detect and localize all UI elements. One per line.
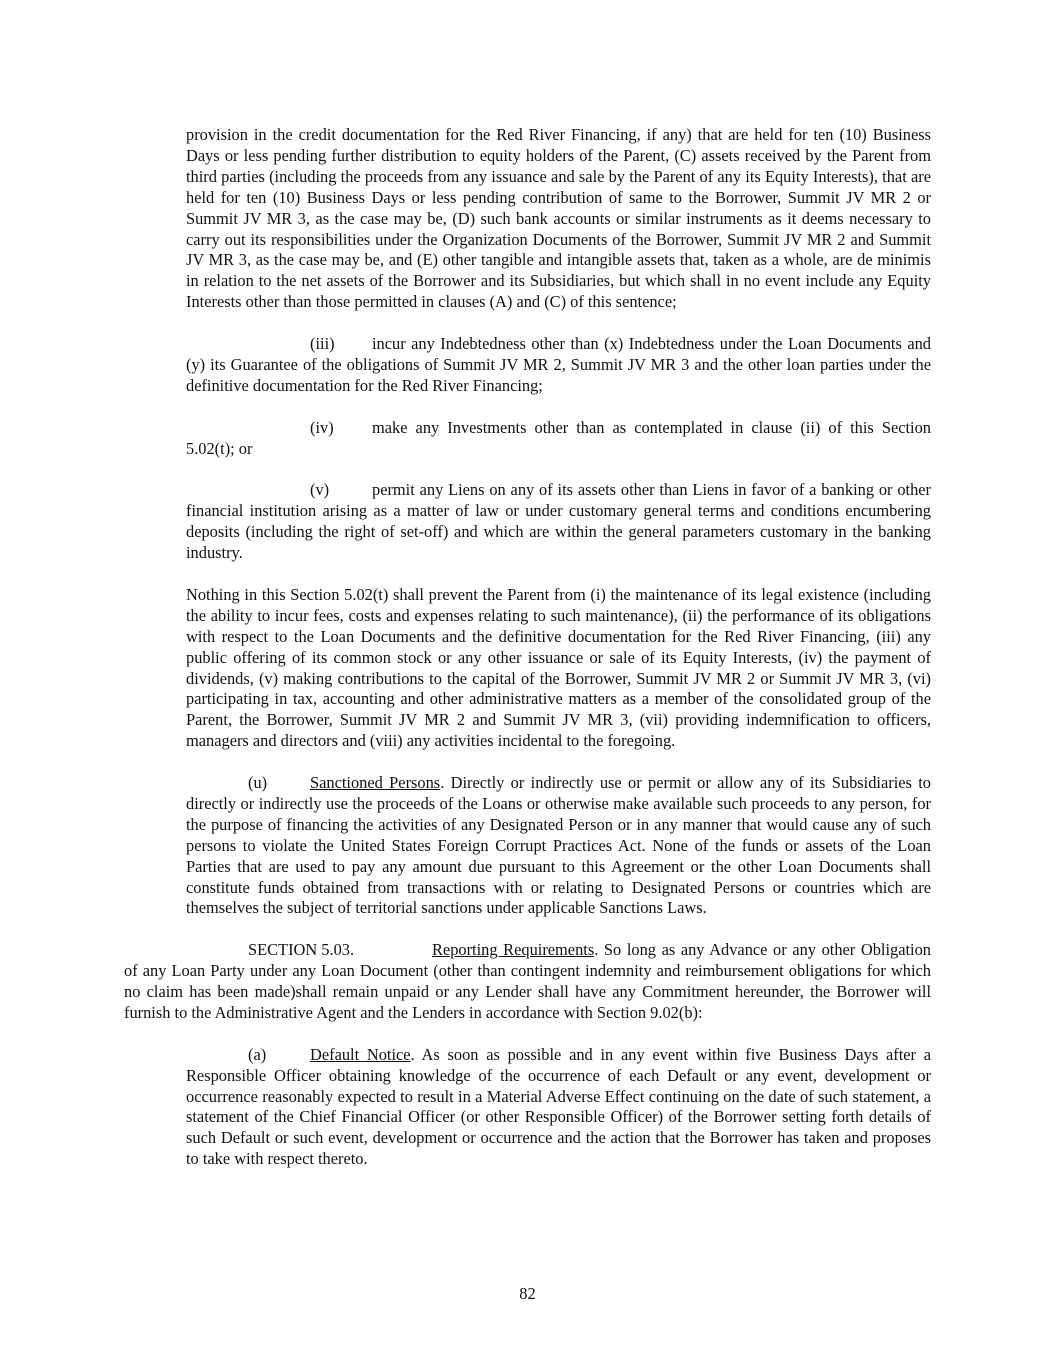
section-text: . So long as any Advance or any other Obligation of any Loan Party under any Loan Document (other than contingent indemnity and reimbursement obligations for which no claim has been made)shall remain unpaid or any Lender shall have any Commitment hereunder, the Borrower will furnish to the Administrative Agent and the Lenders in accordance with Section 9.02(b): bbox=[124, 940, 931, 1022]
section-5-03 bbox=[124, 940, 931, 1024]
clause-label: (u) bbox=[248, 773, 268, 793]
clause-label: (a) bbox=[248, 1044, 267, 1064]
section-heading: Reporting Requirements bbox=[432, 940, 595, 960]
document-page bbox=[0, 125, 1055, 1191]
clause-text: . Directly or indirectly use or permit or allow any of its Subsidiaries to directly or indirectly use the proceeds of the Loans or otherwise make available such proceeds to any person, for the purpose of financing the activities of any Designated Person or in any manner that would cause any of such persons to violate the United States Foreign Corrupt Practices Act. None of the funds or assets of the Loan Parties that are used to pay any amount due pursuant to this Agreement or the other Loan Documents shall constitute funds obtained from transactions with or relating to Designated Persons or countries which are themselves the subject of territorial sanctions under applicable Sanctions Laws. bbox=[186, 773, 931, 918]
clause-v bbox=[186, 480, 931, 564]
clause-a bbox=[186, 1045, 931, 1170]
clause-heading: Default Notice bbox=[310, 1044, 411, 1064]
clause-heading: Sanctioned Persons bbox=[310, 773, 441, 793]
clause-iii bbox=[186, 334, 931, 397]
clause-text: make any Investments other than as contemplated in clause (ii) of this Section 5.02(t); or bbox=[186, 417, 931, 458]
page-number: 82 bbox=[519, 1284, 536, 1303]
clause-text: permit any Liens on any of its assets other than Liens in favor of a banking or other financial institution arising as a matter of law or under customary general terms and conditions encumbering deposits (including the right of set-off) and which are within the general parameters customary in the banking industry. bbox=[186, 480, 931, 563]
clause-label: (iii) bbox=[310, 334, 335, 354]
section-label: SECTION 5.03. bbox=[248, 940, 355, 960]
paragraph-continuation: provision in the credit documentation for the Red River Financing, if any) that are held for ten (10) Business Days or less pending further distribution to equity holders of the Parent, (C) assets received by the Parent from third parties (including the proceeds from any issuance and sale by the Parent of any its Equity Interests), that are held for ten (10) Business Days or less pending contribution of same to the Borrower, Summit JV MR 2 or Summit JV MR 3, as the case may be, (D) such bank accounts or similar instruments as it deems necessary to carry out its responsibilities under the Organization Documents of the Borrower, Summit JV MR 2 and Summit JV MR 3, as the case may be, and (E) other tangible and intangible assets that, taken as a whole, are de minimis in relation to the net assets of the Borrower and its Subsidiaries, but which shall in no event include any Equity Interests other than those permitted in clauses (A) and (C) of this sentence; bbox=[186, 125, 931, 312]
clause-text: incur any Indebtedness other than (x) Indebtedness under the Loan Documents and (y) its Guarantee of the obligations of Summit JV MR 2, Summit JV MR 3 and the other loan parties under the definitive documentation for the Red River Financing; bbox=[186, 334, 931, 395]
clause-label: (v) bbox=[310, 480, 330, 500]
clause-label: (iv) bbox=[310, 417, 334, 437]
clause-u bbox=[186, 773, 931, 919]
paragraph-nothing: Nothing in this Section 5.02(t) shall prevent the Parent from (i) the maintenance of its legal existence (including the ability to incur fees, costs and expenses relating to such maintenance), (ii) the performance of its obligations with respect to the Loan Documents and the definitive documentation for the Red River Financing, (iii) any public offering of its common stock or any other issuance or sale of its Equity Interests, (iv) the payment of dividends, (v) making contributions to the capital of the Borrower, Summit JV MR 2 or Summit JV MR 3, (vi) participating in tax, accounting and other administrative matters as a member of the consolidated group of the Parent, the Borrower, Summit JV MR 2 and Summit JV MR 3, (vii) providing indemnification to officers, managers and directors and (viii) any activities incidental to the foregoing. bbox=[186, 584, 931, 751]
clause-iv bbox=[186, 418, 931, 460]
clause-text: . As soon as possible and in any event within five Business Days after a Responsible Officer obtaining knowledge of the occurrence of each Default or any event, development or occurrence reasonably expected to result in a Material Adverse Effect continuing on the date of such statement, a statement of the Chief Financial Officer (or other Responsible Officer) of the Borrower setting forth details of such Default or such event, development or occurrence and the action that the Borrower has taken and proposes to take with respect thereto. bbox=[186, 1044, 931, 1169]
